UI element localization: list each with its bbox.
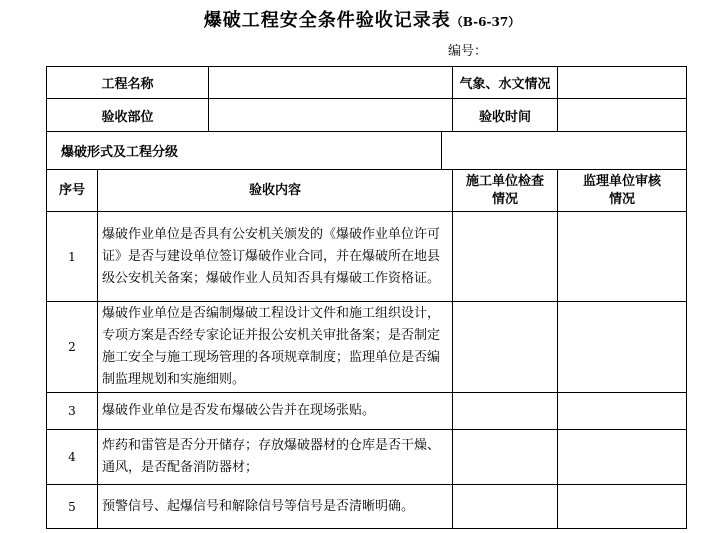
item-content: 预警信号、起爆信号和解除信号等信号是否清晰明确。 <box>98 485 453 529</box>
row-blasting-form <box>47 132 687 170</box>
acceptance-part-label: 验收部位 <box>47 99 209 132</box>
supervisor-review-cell[interactable] <box>558 212 687 302</box>
contractor-check-header <box>453 170 558 212</box>
table-row <box>47 393 687 430</box>
acceptance-part-field[interactable] <box>209 99 453 132</box>
supervisor-header-line2: 情况 <box>609 191 636 207</box>
acceptance-time-field[interactable] <box>558 99 687 132</box>
supervisor-review-cell[interactable] <box>558 485 687 529</box>
content-header: 验收内容 <box>98 170 453 212</box>
document-number-label: 编号： <box>448 44 488 59</box>
supervisor-review-cell[interactable] <box>558 430 687 485</box>
row-acceptance-part <box>47 99 687 132</box>
item-content: 爆破作业单位是否具有公安机关颁发的《爆破作业单位许可证》是否与建设单位签订爆破作业合同，并在爆破所在地县级公安机关备案；爆破作业人员知否具有爆破工作资格证。 <box>98 212 453 302</box>
item-content: 爆破作业单位是否发布爆破公告并在现场张贴。 <box>98 393 453 430</box>
form-code: （B-6-37） <box>450 15 521 29</box>
item-number: 1 <box>47 212 98 302</box>
contractor-check-cell[interactable] <box>453 430 558 485</box>
document-title <box>0 6 724 32</box>
item-number: 3 <box>47 393 98 430</box>
table-row <box>47 430 687 485</box>
contractor-check-cell[interactable] <box>453 393 558 430</box>
contractor-check-cell[interactable] <box>453 302 558 393</box>
supervisor-review-header <box>558 170 687 212</box>
item-number: 4 <box>47 430 98 485</box>
document-title-text: 爆破工程安全条件验收记录表 <box>203 10 451 31</box>
contractor-check-cell[interactable] <box>453 485 558 529</box>
supervisor-review-cell[interactable] <box>558 393 687 430</box>
project-name-label: 工程名称 <box>47 67 209 99</box>
item-number: 2 <box>47 302 98 393</box>
item-content: 炸药和雷管是否分开储存；存放爆破器材的仓库是否干燥、通风，是否配备消防器材； <box>98 430 453 485</box>
row-column-headers <box>47 170 687 212</box>
blasting-form-label: 爆破形式及工程分级 <box>47 132 442 170</box>
supervisor-header-line1: 监理单位审核 <box>583 173 662 189</box>
acceptance-time-label: 验收时间 <box>453 99 558 132</box>
contractor-header-line1: 施工单位检查 <box>466 173 545 189</box>
weather-field[interactable] <box>558 67 687 99</box>
weather-label: 气象、水文情况 <box>453 67 558 99</box>
table-row <box>47 212 687 302</box>
contractor-check-cell[interactable] <box>453 212 558 302</box>
item-content: 爆破作业单位是否编制爆破工程设计文件和施工组织设计，专项方案是否经专家论证并报公安机关审批备案；是否制定施工安全与施工现场管理的各项规章制度；监理单位是否编制监理规划和实施细则。 <box>98 302 453 393</box>
contractor-header-line2: 情况 <box>492 191 519 207</box>
supervisor-review-cell[interactable] <box>558 302 687 393</box>
seq-header: 序号 <box>47 170 98 212</box>
item-number: 5 <box>47 485 98 529</box>
row-project-name <box>47 67 687 99</box>
table-row <box>47 302 687 393</box>
blasting-form-field[interactable] <box>442 132 687 170</box>
acceptance-record-table <box>46 66 687 529</box>
project-name-field[interactable] <box>209 67 453 99</box>
table-row <box>47 485 687 529</box>
